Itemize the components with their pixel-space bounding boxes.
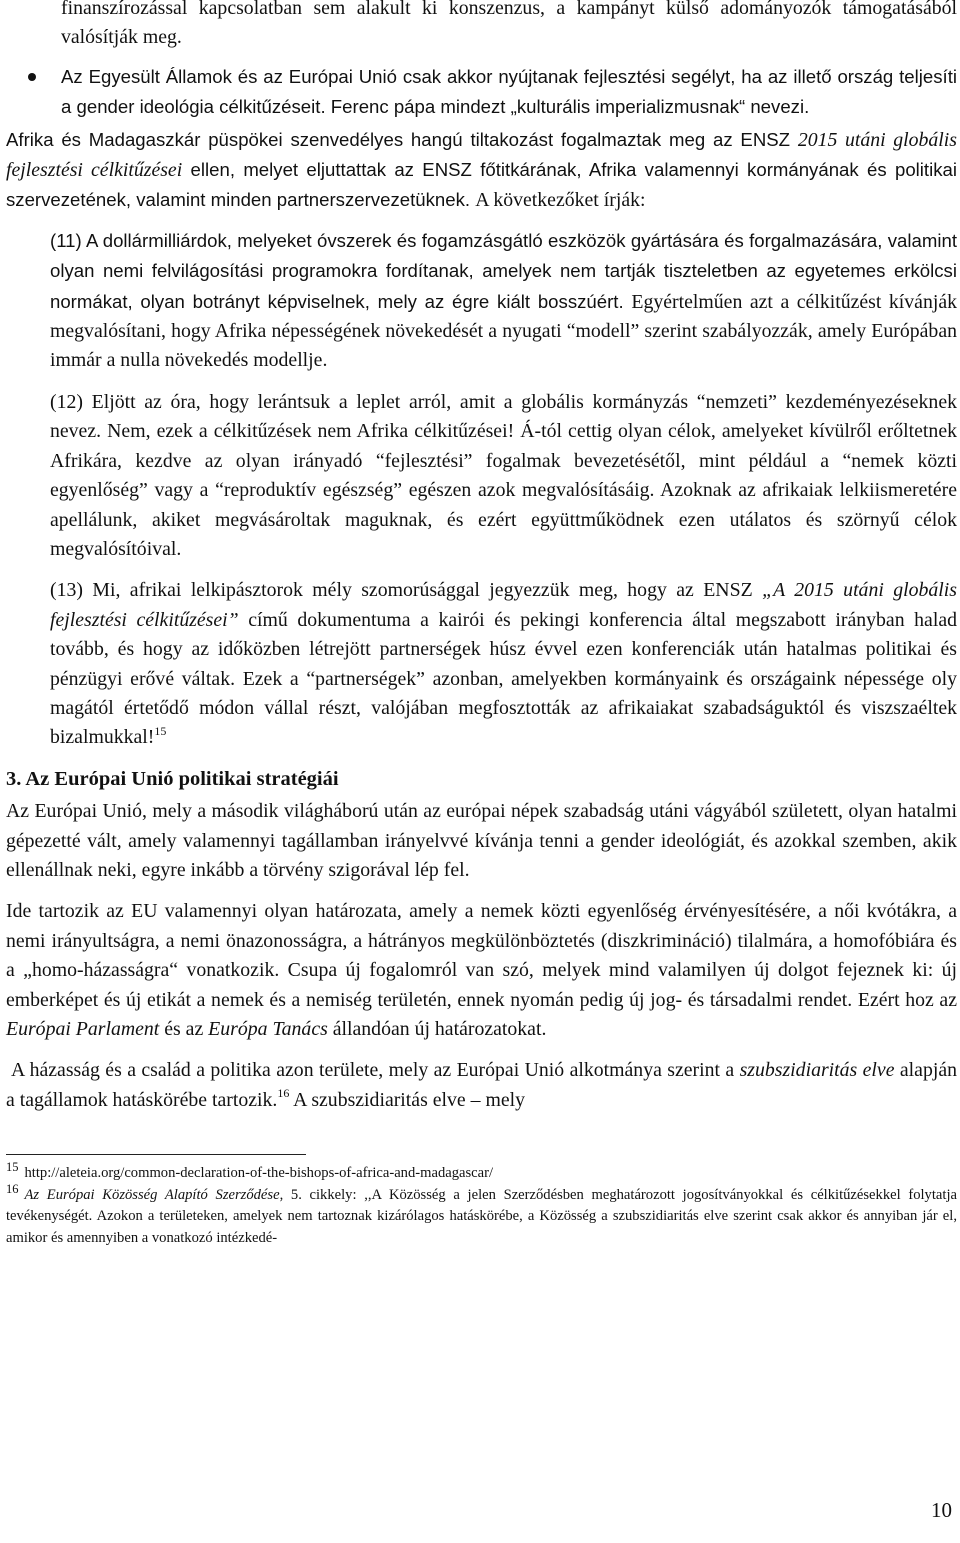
eu-paragraph-2-text-a: Ide tartozik az EU valamennyi olyan határozata, amely a nemek közti egyenlőség érvényesítésére, a női kvótákra, a nemi irányultságra, a nemi önazonosságra, a hátrányos megkülönböztetés (diszkrimináció) tilalmára, a homofóbiára és a „homo-házasságra“ vonatkozik. Csupa új fogalomról van szó, melyek mind valamilyen új dolgot fejeznek ki: új emberképet és új etikát a nemek és a nemiség területén, ennek nyomán pedig új jog- és társadalmi rendet. Ezért hoz az xyxy=(6,900,957,1011)
continuation-text: finanszírozással kapcsolatban sem alakult ki konszenzus, a kampányt külső adományozók támogatásából valósítják meg. xyxy=(61,0,957,49)
continuation-paragraph xyxy=(6,0,957,53)
eu-paragraph-1-text: Az Európai Unió, mely a második világháború után az európai népek szabadság utáni vágyából született, olyan hatalmi gépezetté vált, amely valamennyi tagállamban irányelvvé kívánja tenni a gender ideológiát, és azokkal szemben, akik ellenállnak neki, egyre inkább a törvény szigorával lép fel. xyxy=(6,800,957,881)
bullet-item xyxy=(6,62,957,123)
eu-paragraph-2 xyxy=(6,897,957,1044)
eu-paragraph-3-text-a: A házasság és a család a politika azon területe, mely az Európai Unió alkotmánya szerint a xyxy=(11,1059,740,1082)
eu-paragraph-1 xyxy=(6,797,957,885)
bullet-text-part1: Az Egyesült Államok és az Európai Unió csak akkor nyújtanak fejlesztési segélyt, ha az illető ország teljesíti a gender ideológia célkitűzéseit. xyxy=(61,65,957,118)
footnote-16-italic-title: Az Európai Közösség Alapító Szerződése xyxy=(24,1186,280,1203)
bullet-paragraph xyxy=(61,62,957,123)
page-number: 10 xyxy=(931,1498,952,1522)
quote13-italic-title: „A 2015 utáni globális fejlesztési célkitűzései” xyxy=(50,579,957,631)
africa-text-part3: A következőket írják: xyxy=(475,189,646,212)
bullet-text-part2: Ferenc pápa mindezt „kulturális imperializmusnak“ nevezi. xyxy=(330,96,810,118)
africa-text-part2: ellen, melyet eljuttattak az ENSZ főtitkárának, Afrika valamennyi kormányának és politikai szervezetének, valamint minden partnerszervezetüknek. xyxy=(6,159,957,211)
footnote-ref-15[interactable]: 15 xyxy=(154,723,167,738)
subsidiarity-italic: szubszidiaritás elve xyxy=(739,1059,895,1082)
quote13-text-part1: (13) Mi, afrikai lelkipásztorok mély szomorúsággal jegyezzük meg, hogy az ENSZ xyxy=(50,579,763,602)
eu-paragraph-3-text-b: alapján a tagállamok hatáskörébe tartozik. xyxy=(6,1059,958,1111)
eu-council-italic: Európa Tanács xyxy=(208,1018,328,1040)
quote-paragraph-11 xyxy=(6,226,957,376)
footnote-16-number: 16 xyxy=(6,1181,19,1196)
quote12-text: (12) Eljött az óra, hogy lerántsuk a leplet arról, amit a globális kormányzás “nemzeti” kezdeményezéseknek nevez. Nem, ezek a célkitűzések nem Afrika célkitűzései! Á-tól cettig olyan célok, amelyeket kívülről erőltetnek Afrikára, kezdve az olyan irányadó “fejlesztési” fogalmak bevezetésétől, mint például a “nemek közti egyenlőség” vagy a “reproduktív egészség” egészen azok megvalósításáig. Azoknak az afrikaiak lelkiismeretére apellálunk, akiket megvásároltak maguknak, és ezért együttműködnek ezen utálatos és szörnyű célok megvalósítóival. xyxy=(50,390,957,560)
footnote-ref-16[interactable]: 16 xyxy=(277,1086,290,1101)
eu-paragraph-3-text-c: A szubszidiaritás elve – mely xyxy=(289,1088,526,1111)
footnote-16-text: , 5. cikkely: ,,A Közösség a jelen Szerződésben meghatározott jogosítványokkal és célkitűzésekkel folytatja tevékenységét. Azokon a területeken, amelyek nem tartoznak kizárólagos hatáskörébe, a Közösség a szubszidiaritás elve szerint csak akkor és annyiban jár el, amikor és amennyiben a vonatkozó intézkedé- xyxy=(6,1186,957,1246)
section-heading: 3. Az Európai Unió politikai stratégiái xyxy=(6,767,339,790)
eu-paragraph-3 xyxy=(6,1056,957,1115)
quote11-text-part2: Egyértelműen azt a célkitűzést kívánják megvalósítani, hogy Afrika népességének növekedését a nyugati “modell” szerint szabályozzák, amely Európában immár a nulla növekedés modellje. xyxy=(50,290,958,372)
footnote-15-number: 15 xyxy=(6,1160,19,1175)
quote-paragraph-12 xyxy=(6,388,957,564)
footnote-16 xyxy=(6,1181,957,1250)
africa-text-part1: Afrika és Madagaszkár püspökei szenvedélyes hangú tiltakozást fogalmaztak meg az ENSZ xyxy=(6,128,798,150)
africa-italic-title: 2015 utáni globális fejlesztési célkitűzései xyxy=(6,128,957,182)
quote11-text-part1: (11) A dollármilliárdok, melyeket óvszerek és fogamzásgátló eszközök gyártására és forgalmazására, valamint olyan nemi felvilágosítási programokra fordítanak, amelyek nem tartják tiszteletben az egyetemes erkölcsi normákat, olyan botrányt képviselnek, mely az égre kiált bosszúért. xyxy=(50,229,957,312)
eu-paragraph-2-text-c: állandóan új határozatokat. xyxy=(327,1018,547,1040)
bullet-dot-icon xyxy=(28,73,36,81)
quote13-text-part2: című dokumentuma a kairói és pekingi konferencia által megszabott irányban halad tovább, és hogy az időközben létrejött partnerségek húsz évvel ezen konferenciák után hatalmas politikai és pénzügyi erővé váltak. Ezek a “partnerségek” azonban, amelyekben kormányaink és országaink népessége oly magától értetődő módon vállal részt, valójában megfosztották az afrikaiakat szabadságuktól és viszszaéltek bizalmukkal! xyxy=(50,608,958,749)
footnote-15-link[interactable]: http://aleteia.org/common-declaration-of-the-bishops-of-africa-and-madagascar/ xyxy=(24,1165,494,1182)
footnotes xyxy=(6,1160,957,1249)
footnote-15 xyxy=(6,1160,957,1185)
eu-paragraph-2-text-b: és az xyxy=(159,1018,209,1040)
quote-paragraph-13 xyxy=(6,576,957,752)
footnote-divider xyxy=(6,1154,306,1155)
eu-parliament-italic: Európai Parlament xyxy=(6,1018,160,1040)
africa-paragraph xyxy=(6,125,957,216)
